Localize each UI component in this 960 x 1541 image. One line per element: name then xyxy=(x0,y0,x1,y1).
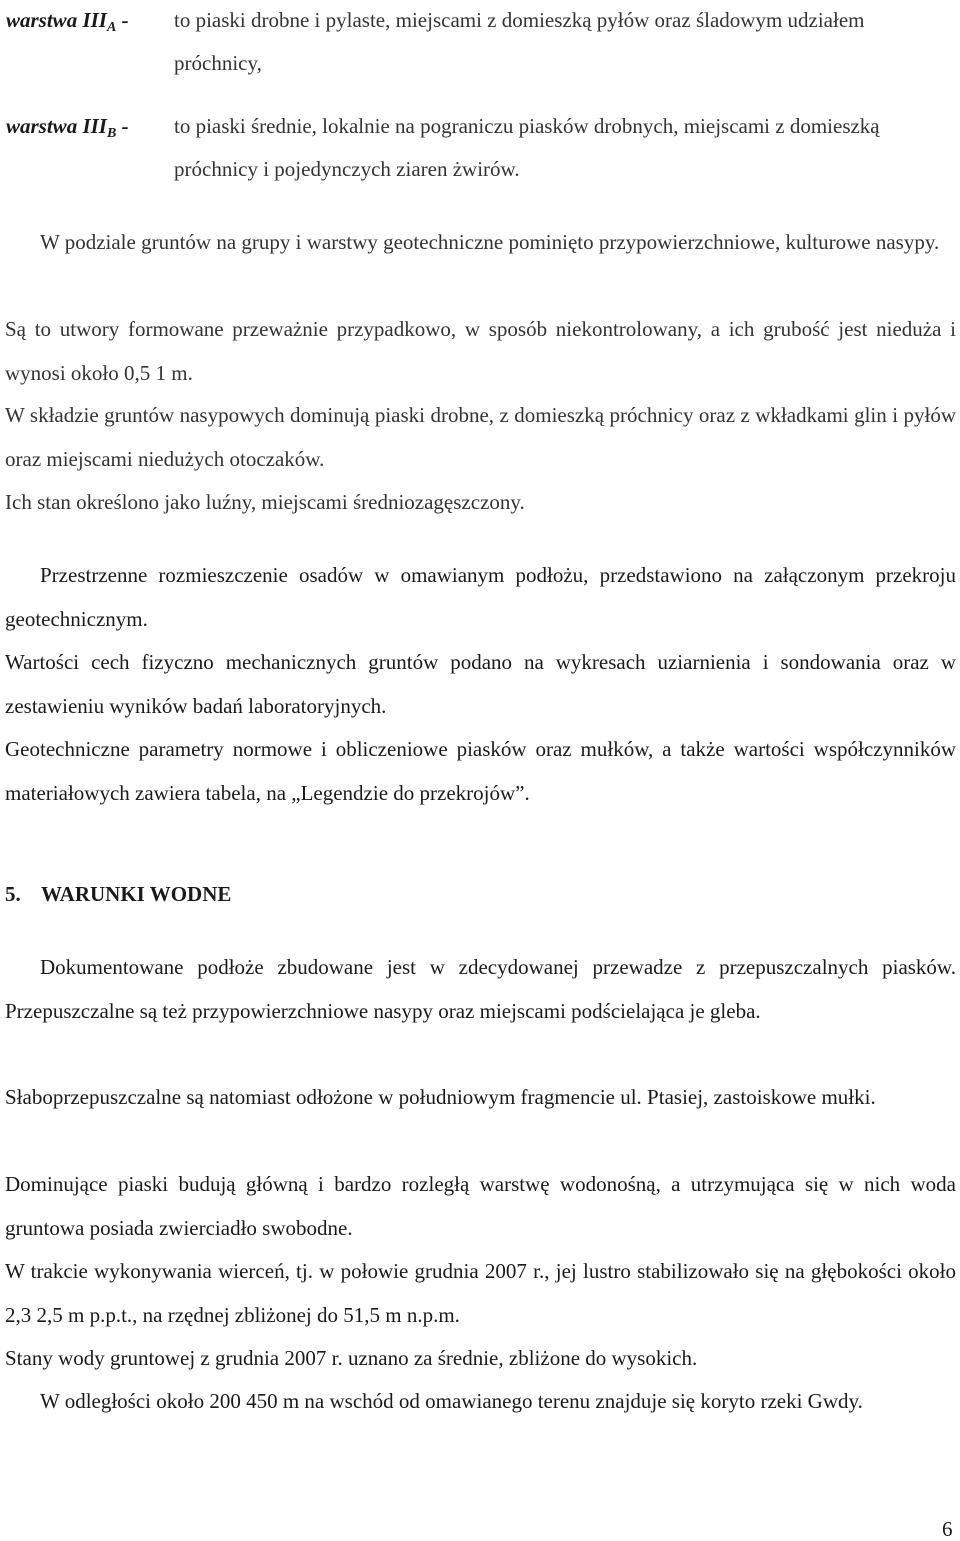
layer-label: warstwa $III_B$ - xyxy=(6,114,129,141)
layer-text: to piaski drobne i pylaste, miejscami z domieszką pyłów oraz śladowym udziałem próchnicy, xyxy=(174,8,865,75)
paragraph-spatial-distribution: Przestrzenne rozmieszczenie osadów w omawianym podłożu, przedstawiono na załączonym przekroju geotechnicznym. xyxy=(5,563,956,631)
paragraph-fill-composition: W składzie gruntów nasypowych dominują piaski drobne, z domieszką próchnicy oraz z wkładkami glin i pyłów oraz miejscami niedużych otoczaków. xyxy=(5,403,956,471)
paragraph-geotechnical-parameters: Geotechniczne parametry normowe i obliczeniowe piasków oraz mułków, a także wartości współczynników materiałowych zawiera tabela, na „Legendzie do przekrojów”. xyxy=(5,737,956,805)
section-title: WARUNKI WODNE xyxy=(41,882,232,906)
paragraph-fill-state: Ich stan określono jako luźny, miejscami średniozagęszczony. xyxy=(5,490,525,514)
page-number: 6 xyxy=(942,1517,953,1541)
layer-text: to piaski średnie, lokalnie na pograniczu piasków drobnych, miejscami z domieszką próchnicy i pojedynczych ziaren żwirów. xyxy=(174,114,880,181)
section-heading xyxy=(5,873,231,916)
layer-description-iii-a xyxy=(6,0,956,85)
section-number: 5. xyxy=(5,882,21,906)
paragraph-physical-properties: Wartości cech fizyczno mechanicznych gruntów podano na wykresach uziarnienia i sondowania oraz w zestawieniu wyników badań laboratoryjnych. xyxy=(5,650,956,718)
paragraph-fill-thickness: Są to utwory formowane przeważnie przypadkowo, w sposób niekontrolowany, a ich grubość jest nieduża i wynosi około 0,5 1 m. xyxy=(5,317,956,385)
paragraph-water-states: Stany wody gruntowej z grudnia 2007 r. uznano za średnie, zbliżone do wysokich. xyxy=(5,1346,698,1370)
layer-label: warstwa $III_A$ - xyxy=(6,8,129,35)
paragraph-low-permeability: Słaboprzepuszczalne są natomiast odłożone w południowym fragmencie ul. Ptasiej, zastoiskowe mułki. xyxy=(5,1085,876,1109)
layer-description-iii-b xyxy=(6,105,956,191)
paragraph-groundwater-level: W trakcie wykonywania wierceń, tj. w połowie grudnia 2007 r., jej lustro stabilizowało się na głębokości około 2,3 2,5 m p.p.t., na rzędnej zbliżonej do 51,5 m n.p.m. xyxy=(5,1259,956,1327)
paragraph-fill-omitted: W podziale gruntów na grupy i warstwy geotechniczne pominięto przypowierzchniowe, kulturowe nasypy. xyxy=(40,230,940,254)
paragraph-permeable-subsoil: Dokumentowane podłoże zbudowane jest w zdecydowanej przewadze z przepuszczalnych piasków. Przepuszczalne są też przypowierzchniowe nasypy oraz miejscami podścielająca je gleba. xyxy=(5,955,956,1023)
paragraph-aquifer: Dominujące piaski budują główną i bardzo rozległą warstwę wodonośną, a utrzymująca się w nich woda gruntowa posiada zwierciadło swobodne. xyxy=(5,1172,956,1240)
paragraph-river-distance: W odległości około 200 450 m na wschód od omawianego terenu znajduje się koryto rzeki Gwdy. xyxy=(40,1389,863,1413)
